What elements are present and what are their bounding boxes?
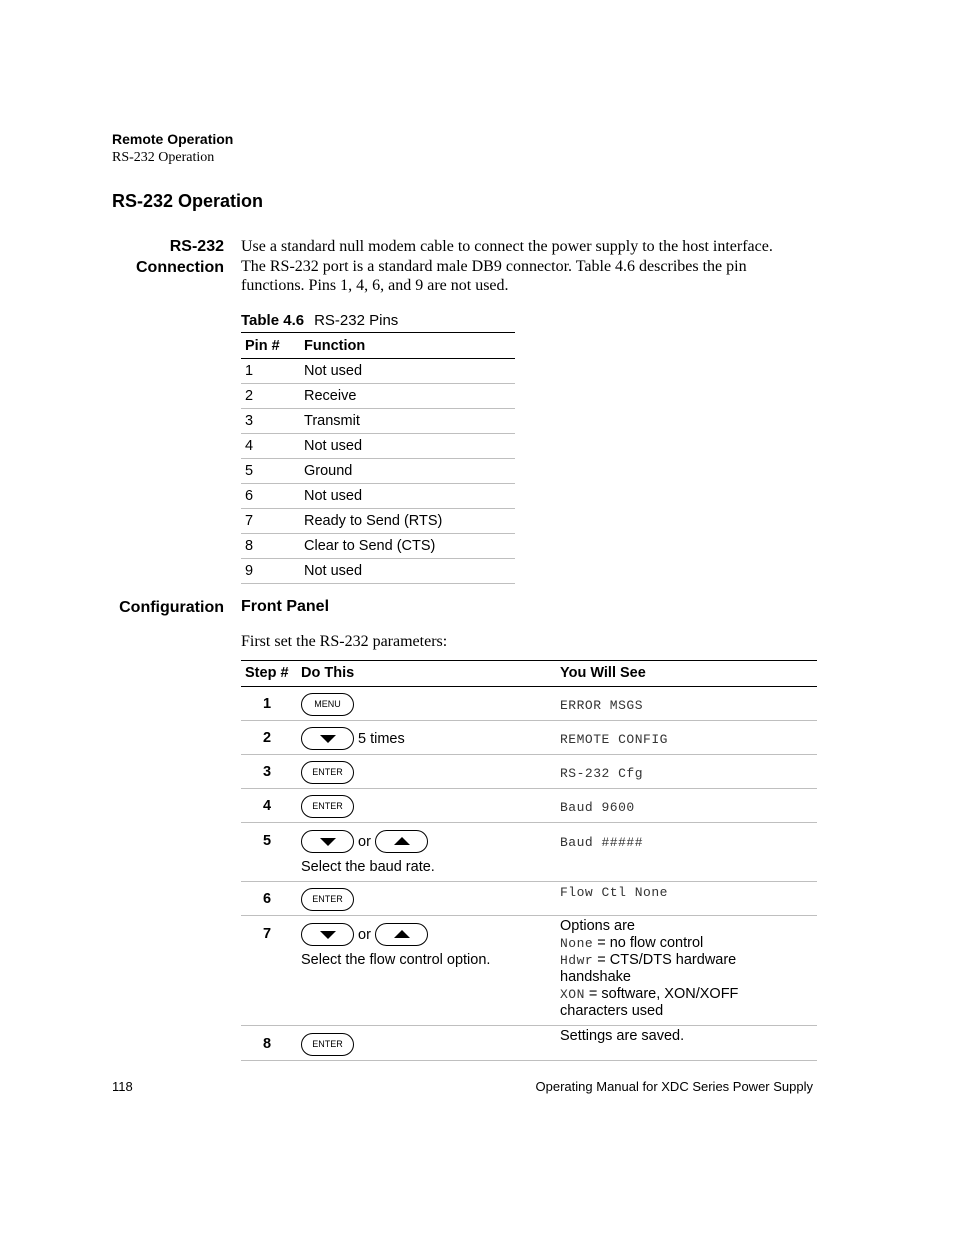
option-code: XON	[560, 987, 585, 1002]
step-number: 2	[262, 730, 272, 746]
pin-number: 6	[245, 488, 254, 504]
option-desc: = CTS/DTS hardware	[593, 952, 737, 968]
table-row	[241, 882, 817, 916]
table-row	[241, 409, 515, 434]
table-row	[241, 916, 817, 1026]
step-number: 8	[262, 1036, 272, 1052]
enter-key-button[interactable]: ENTER	[301, 888, 354, 911]
subheading-front-panel: Front Panel	[241, 598, 330, 615]
down-arrow-key-button[interactable]	[301, 830, 354, 853]
table-row	[241, 755, 817, 789]
step-number: 7	[262, 926, 272, 942]
options-intro: Options are	[560, 918, 635, 934]
pin-function: Transmit	[304, 413, 360, 429]
option-none	[560, 935, 738, 952]
down-arrow-icon	[320, 735, 336, 743]
display-readout: REMOTE CONFIG	[560, 732, 668, 747]
or-text: or	[358, 833, 371, 850]
pin-function: Clear to Send (CTS)	[304, 538, 436, 554]
pins-header-pin: Pin #	[245, 337, 280, 354]
table-row	[241, 687, 817, 721]
step-action	[301, 795, 354, 818]
pin-function: Not used	[304, 363, 363, 379]
down-arrow-key-button[interactable]	[301, 727, 354, 750]
option-xon-cont: characters used	[560, 1003, 664, 1019]
option-desc: = software, XON/XOFF	[584, 986, 739, 1002]
page-number: 118	[112, 1079, 133, 1094]
step-number: 3	[262, 764, 272, 780]
connection-paragraph-line1: Use a standard null modem cable to connect the power supply to the host interface.	[241, 238, 773, 255]
step-number: 6	[262, 891, 272, 907]
pin-number: 9	[245, 563, 254, 579]
step-action	[301, 888, 354, 911]
table-row	[241, 789, 817, 823]
step-number: 4	[262, 798, 272, 814]
steps-table-header-row	[241, 661, 817, 687]
pin-function: Receive	[304, 388, 357, 404]
up-arrow-icon	[394, 837, 410, 845]
pin-function: Not used	[304, 563, 363, 579]
table-row	[241, 559, 515, 584]
display-readout: RS-232 Cfg	[560, 766, 644, 781]
pins-table-header-row	[241, 333, 515, 359]
steps-header-step: Step #	[245, 665, 289, 681]
down-arrow-icon	[320, 931, 336, 939]
up-arrow-icon	[394, 930, 410, 938]
pins-table	[241, 332, 515, 584]
enter-key-button[interactable]: ENTER	[301, 795, 354, 818]
option-desc: = no flow control	[593, 935, 704, 951]
table-row	[241, 509, 515, 534]
connection-paragraph-line2: The RS-232 port is a standard male DB9 connector. Table 4.6 describes the pin	[241, 257, 747, 275]
table-row	[241, 459, 515, 484]
step-action	[301, 727, 409, 750]
side-heading-connection-line1: RS-232	[169, 238, 224, 255]
pin-number: 8	[245, 538, 254, 554]
table-row	[241, 1026, 817, 1061]
steps-header-you-will-see: You Will See	[560, 665, 646, 681]
option-xon	[560, 986, 738, 1003]
step-action	[301, 1033, 354, 1056]
down-arrow-icon	[320, 838, 336, 846]
step-action	[301, 923, 428, 946]
option-hdwr-cont: handshake	[560, 969, 631, 985]
option-code: None	[560, 936, 594, 951]
menu-key-button[interactable]: MENU	[301, 693, 354, 716]
option-hdwr	[560, 952, 738, 969]
footer-manual-title: Operating Manual for XDC Series Power Supply	[535, 1079, 813, 1094]
flow-control-options	[560, 918, 738, 1020]
running-header-section: RS-232 Operation	[112, 150, 215, 165]
pin-number: 4	[245, 438, 254, 454]
step-action	[301, 693, 354, 716]
table-row	[241, 823, 817, 882]
or-text: or	[358, 926, 371, 943]
side-heading-connection-line2: Connection	[136, 259, 224, 276]
pin-number: 2	[245, 388, 254, 404]
step-action-text: 5 times	[358, 730, 405, 747]
enter-key-button[interactable]: ENTER	[301, 761, 354, 784]
step-result-text: Settings are saved.	[560, 1028, 685, 1044]
side-heading-configuration: Configuration	[119, 599, 224, 616]
display-readout: Baud #####	[560, 835, 644, 850]
display-readout: Flow Ctl None	[560, 885, 668, 900]
running-header-chapter: Remote Operation	[112, 131, 234, 147]
pin-number: 5	[245, 463, 254, 479]
side-heading-connection	[0, 236, 224, 278]
step-action	[301, 830, 428, 853]
pin-function: Not used	[304, 488, 363, 504]
pin-number: 1	[245, 363, 254, 379]
pin-function: Ground	[304, 463, 353, 479]
table-row	[241, 434, 515, 459]
pin-number: 3	[245, 413, 254, 429]
table-row	[241, 534, 515, 559]
connection-paragraph	[241, 237, 773, 296]
connection-paragraph-line3: functions. Pins 1, 4, 6, and 9 are not used.	[241, 277, 509, 294]
step-note: Select the flow control option.	[301, 952, 491, 968]
down-arrow-key-button[interactable]	[301, 923, 354, 946]
table-row	[241, 384, 515, 409]
step-number: 1	[262, 696, 272, 712]
table-row	[241, 484, 515, 509]
steps-table	[241, 660, 817, 1061]
step-number: 5	[262, 833, 272, 849]
pin-function: Not used	[304, 438, 363, 454]
up-arrow-key-button[interactable]	[375, 923, 428, 946]
pin-number: 7	[245, 513, 254, 529]
option-code: Hdwr	[560, 953, 594, 968]
step-action	[301, 761, 354, 784]
section-title: RS-232 Operation	[112, 191, 264, 211]
steps-header-do-this: Do This	[301, 665, 355, 681]
table-row	[241, 721, 817, 755]
pins-table-caption-title: RS-232 Pins	[314, 312, 399, 329]
pins-table-caption	[241, 312, 398, 329]
pins-table-caption-label: Table 4.6	[241, 312, 305, 329]
display-readout: ERROR MSGS	[560, 698, 644, 713]
enter-key-button[interactable]: ENTER	[301, 1033, 354, 1056]
configuration-intro: First set the RS-232 parameters:	[241, 633, 448, 650]
up-arrow-key-button[interactable]	[375, 830, 428, 853]
pins-header-function: Function	[304, 337, 366, 354]
pin-function: Ready to Send (RTS)	[304, 513, 443, 529]
step-note: Select the baud rate.	[301, 859, 435, 875]
display-readout: Baud 9600	[560, 800, 635, 815]
table-row	[241, 359, 515, 384]
